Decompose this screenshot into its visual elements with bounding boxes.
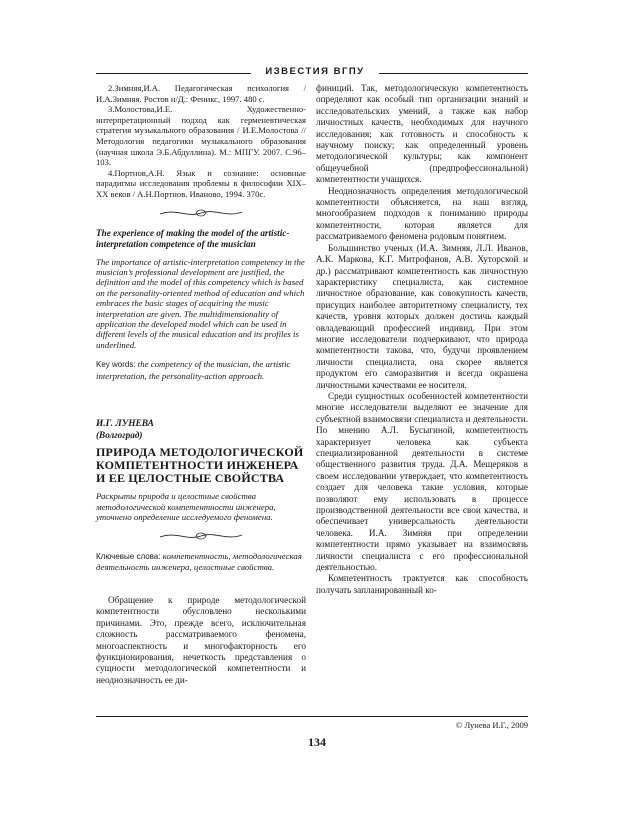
journal-title: ИЗВЕСТИЯ ВГПУ [265, 66, 365, 77]
body-paragraph: финиций. Так, методологическую компетентность определяют как особый тип организации знаний и исследовательских умений, а также как набор личностных качеств, необходимых для научного исследования; как готовность и способность к научному поиску; как определенный уровень методологической культуры; как компонент общеучебной (предпрофессиональной) компетентности учащихся. [316, 83, 528, 185]
left-body-text [96, 595, 306, 686]
article-keywords-label: Ключевые слова: [96, 551, 161, 561]
article-keywords [96, 551, 306, 573]
ornament-divider-icon [156, 529, 246, 543]
body-paragraph: Большинство ученых (И.А. Зимняя, Л.Л. Иванов, А.К. Маркова, К.Г. Митрофанов, А.В. Хуторской и др.) рассматривают компетентность как личностную характеристику специалиста, как системное личностное образование, как совокупность качеств, присущих наиболее авторитетному специалисту, тех качеств, уровня которых должен достичь каждый овладевающий профессией индивид. При этом многие исследователи подчеркивают, что природа компетентности такова, что, будучи проявлением личности специалиста, она скорее является продуктом его саморазвития и всегда окрашена личностными качествами ее носителя. [316, 242, 528, 390]
article-title: ПРИРОДА МЕТОДОЛОГИЧЕСКОЙ КОМПЕТЕНТНОСТИ ИНЖЕНЕРА И ЕЕ ЦЕЛОСТНЫЕ СВОЙСТВА [96, 445, 304, 485]
body-paragraph: Компетентность трактуется как способность получать запланированный ко- [316, 573, 528, 595]
body-paragraph: Среди сущностных особенностей компетентности многие исследователи выделяют ее значение для субъектной взаимосвязи специалиста и деятельности. По мнению А.Л. Бусыгиной, компетентность характеризует человека как субъекта специализированной деятельности в системе общественного развития труда. Д.А. Мещеряков в своем исследовании утверждает, что компетентность создает для человека такие условия, которые позволяют ему использовать в процессе производственной деятельности все свои качества, и обеспечивает универсальность деятельности человека. И.А. Зимняя при определении компетентности прямо указывает на взаимосвязь личности специалиста с его профессиональной деятельностью. [316, 390, 528, 573]
header-rule-right [379, 73, 528, 74]
article-abstract: Раскрыты природа и целостные свойства методологической компетентности инженера, уточнено определение исследуемого феномена. [96, 491, 276, 523]
body-paragraph: Обращение к природе методологической компетентности обусловлено несколькими причинами. Это, прежде всего, исключительная сложность рассматриваемого феномена, многоаспектность и многофакторность его функционирования, нечеткость представления о сущности методологической компетентности и неоднозначность ее ди- [96, 594, 306, 685]
english-abstract: The importance of artistic-interpretation competency in the musician’s professional development are justified, the definition and the model of this competency which is based on the personality-oriented method of education and which embraces the basic stages of acquiring the music interpretation are given. The multidimensionality of application the developed model which can be used in different levels of the musical education and its profiles is underlined. [96, 256, 305, 350]
footer-rule [96, 716, 528, 717]
reference-list [96, 83, 306, 200]
article-keywords-text: компетентность, методологическая деятельность инженера, целостные свойства. [96, 550, 302, 573]
left-column [96, 83, 306, 686]
reference-item: 2.Зимняя,И.А. Педагогическая психология / И.А.Зимняя. Ростов н/Д.: Феникс, 1997. 480 с. [96, 83, 306, 104]
page-number: 134 [308, 735, 326, 749]
right-column [316, 83, 528, 596]
english-keywords [96, 359, 306, 381]
reference-item: 4.Портнов,А.Н. Язык и сознание: основные парадигмы исследования проблемы в философии XIX–XX веков / А.Н.Портнов. Иваново, 1994. 370с. [96, 167, 306, 199]
author-city: (Волгоград) [96, 430, 143, 440]
english-article-title: The experience of making the model of the artistic-interpretation competence of the musician [96, 227, 290, 249]
author-name: И.Г. ЛУНЕВА [96, 419, 154, 429]
reference-item: 3.Молостова,И.Е. Художественно-интерпретационный подход как герменевтическая стратегия музыкального образования / И.Е.Молостова // Методология педагогики музыкального образования (научная школа Э.Б.Абдуллина). М.: МПГУ. 2007. С.96–103. [96, 104, 306, 168]
ornament-divider-icon [156, 206, 246, 220]
body-paragraph: Неоднозначность определения методологической компетентности объясняется, на наш взгляд, многообразием подходов к пониманию природы компетентности, которая является для рассматриваемого феномена родовым понятием. [316, 185, 528, 242]
running-header [96, 66, 528, 80]
header-rule-left [96, 73, 251, 74]
english-keywords-label: Key words: [96, 360, 136, 370]
copyright-notice: © Лунева И.Г., 2009 [455, 720, 528, 730]
english-keywords-text: the competency of the musician, the artistic interpretation, the personality-action approach. [96, 359, 291, 381]
